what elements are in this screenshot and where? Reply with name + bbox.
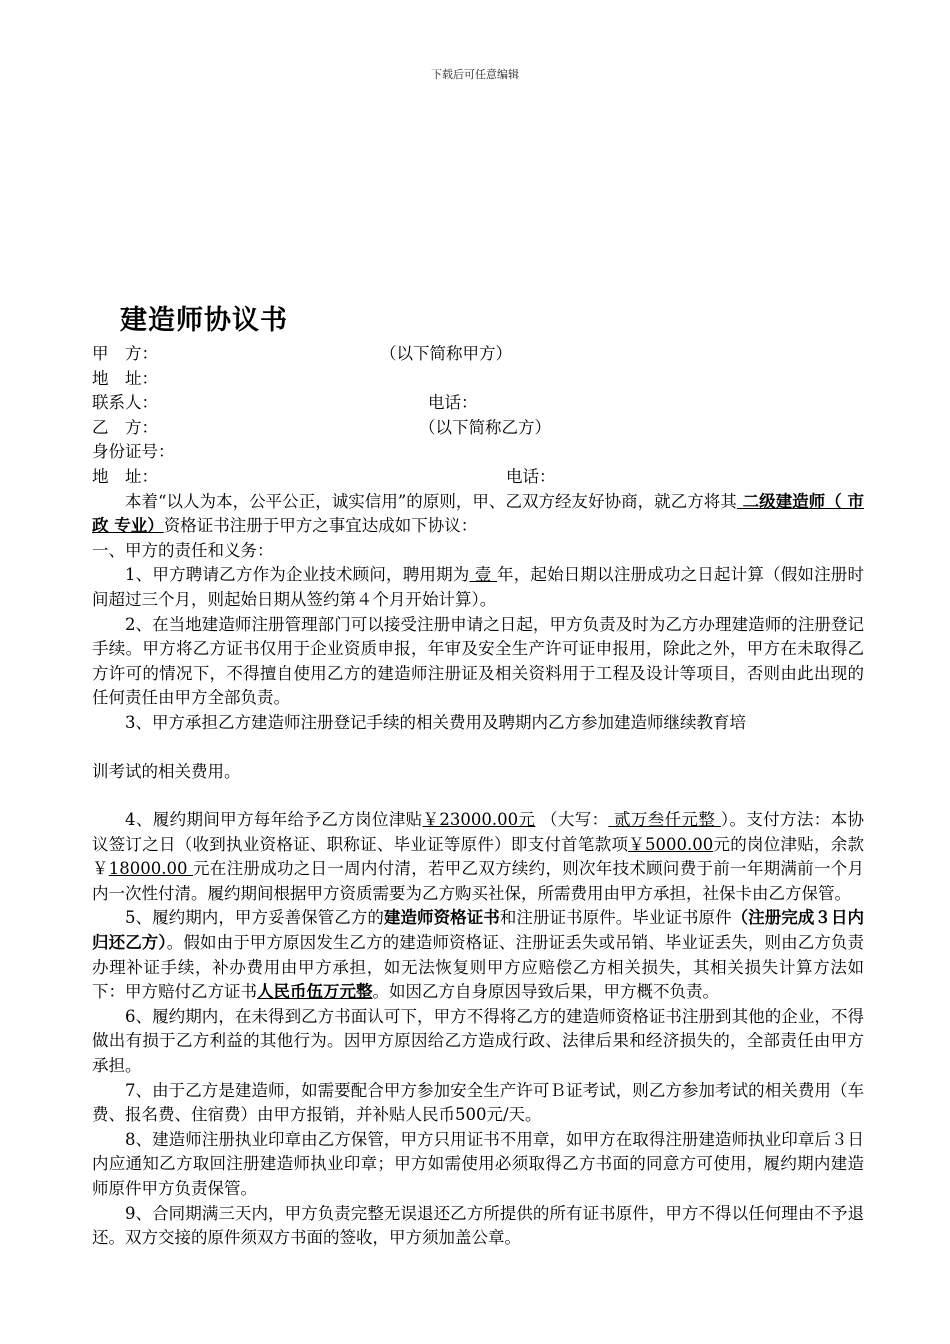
page-header: 下载后可任意编辑	[431, 68, 519, 81]
document-title: 建造师协议书	[120, 305, 288, 336]
clause-3: 3、甲方承担乙方建造师注册登记手续的相关费用及聘期内乙方参加建造师继续教育培	[125, 712, 746, 732]
party-b-note: （以下简称乙方）	[419, 417, 551, 437]
clause-7: 7、由于乙方是建造师，如需要配合甲方参加安全生产许可Ｂ证考试，则乙方参加考试的相关费用（车费、报名费、住宿费）由甲方报销，并补贴人民币500元/天。	[92, 1080, 864, 1125]
clause-5-text-c: 。假如由于甲方原因发生乙方的建造师资格证、注册证丢失或吊销、毕业证丢失，则由乙方负责办理补证手续，补办费用由甲方承担，如无法恢复则甲方应赔偿乙方相关损失，其相关损失计算方法如下：甲方赔付乙方证书	[92, 933, 865, 1002]
clause-1-text-end: 年，起始日期以注册成功之日起计算（假如注册时间超过三个月，则起始日期从签约第４个月开始计算）。	[92, 565, 864, 609]
address-b-label: 地 址：	[92, 466, 158, 486]
document-body	[92, 342, 864, 1251]
allowance-amount: ￥23000.00元	[422, 810, 536, 830]
contact-row	[92, 391, 864, 416]
certificate-type: 二级建造师（ 市政 专业）	[92, 491, 864, 536]
clause-1-text: 1、甲方聘请乙方作为企业技术顾问，聘用期为	[125, 565, 470, 585]
phone-a-label: 电话：	[428, 393, 478, 413]
id-row	[92, 440, 864, 465]
intro-text: 本着“以人为本，公平公正，诚实信用”的原则，甲、乙双方经友好协商，就乙方将其	[125, 491, 737, 511]
clause-4	[92, 808, 864, 906]
compensation-amount: 人民币伍万元整	[257, 982, 373, 1002]
clause-5	[92, 906, 864, 1004]
clause-8: 8、建造师注册执业印章由乙方保管，甲方只用证书不用章，如甲方在取得注册建造师执业印章后３日内应通知乙方取回注册建造师执业印章；甲方如需使用必须取得乙方书面的同意方可使用，履约期内建造师原件甲方负责保管。	[92, 1129, 864, 1198]
intro-paragraph	[92, 490, 864, 539]
party-a-note: （以下简称甲方）	[380, 344, 512, 363]
section-heading: 一、甲方的责任和义务：	[92, 540, 274, 560]
address-b-row	[92, 465, 864, 490]
remaining-payment: 18000.00	[108, 859, 194, 879]
party-b-row	[92, 416, 864, 441]
allowance-amount-words: 贰万叁仟元整	[608, 810, 721, 830]
phone-b-label: 电话：	[506, 466, 556, 486]
party-b-label: 乙 方：	[92, 417, 158, 437]
clause-1	[92, 563, 864, 612]
id-label: 身份证号：	[92, 442, 175, 462]
address-a-row	[92, 367, 864, 392]
address-a-label: 地 址：	[92, 368, 158, 388]
clause-9: 9、合同期满三天内，甲方负责完整无误退还乙方所提供的所有证书原件，甲方不得以任何理由不予退还。双方交接的原件须双方书面的签收，甲方须加盖公章。	[92, 1203, 864, 1248]
clause-4-text-c: ）。支付方法：本协议签订之日（收到执业资格证、职称证、毕业证等原件）即支付首笔款项	[92, 810, 865, 854]
party-a-row	[92, 342, 864, 367]
contact-label: 联系人：	[92, 393, 158, 413]
clause-5-text-d: 。如因乙方自身原因导致后果，甲方概不负责。	[372, 982, 719, 1002]
clause-4-text-b: （大写：	[535, 810, 609, 830]
clause-4-text: 4、履约期间甲方每年给予乙方岗位津贴	[125, 810, 423, 830]
clause-4-text-d: 元的岗位津贴，余款 ￥	[92, 834, 865, 879]
party-a-label: 甲 方：	[92, 344, 158, 363]
clause-2: 2、在当地建造师注册管理部门可以接受注册申请之日起，甲方负责及时为乙方办理建造师的注册登记手续。甲方将乙方证书仅用于企业资质申报，年审及安全生产许可证申报用，除此之外，甲方在未取得乙方许可的情况下，不得擅自使用乙方的建造师注册证及相关资料用于工程及设计等项目，否则由此出现的任何责任由甲方全部负责。	[92, 614, 864, 708]
clause-5-text: 5、履约期内，甲方妥善保管乙方的	[125, 908, 384, 928]
first-payment: ￥5000.00	[628, 834, 714, 854]
clause-6: 6、履约期内，在未得到乙方书面认可下，甲方不得将乙方的建造师资格证书注册到其他的企业，不得做出有损于乙方利益的其他行为。因甲方原因给乙方造成行政、法律后果和经济损失的，全部责任由甲方承担。	[92, 1006, 864, 1076]
clause-5-text-b: 和注册证书原件。毕业证书原件	[499, 908, 732, 928]
return-deadline: （注册完成３日内归还乙方）	[92, 908, 865, 953]
employment-term: 壹	[469, 565, 498, 585]
clause-4-text-e: 元在注册成功之日一周内付清，若甲乙双方续约，则次年技术顾问费于前一年期满前一个月内一次性付清。履约期间根据甲方资质需要为乙方购买社保，所需费用由甲方承担，社保卡由乙方保管。	[92, 859, 865, 903]
clause-3-continued: 训考试的相关费用。	[92, 761, 241, 781]
qualification-certificate: 建造师资格证书	[383, 908, 500, 928]
intro-text-end: 资格证书注册于甲方之事宜达成如下协议：	[163, 516, 478, 536]
